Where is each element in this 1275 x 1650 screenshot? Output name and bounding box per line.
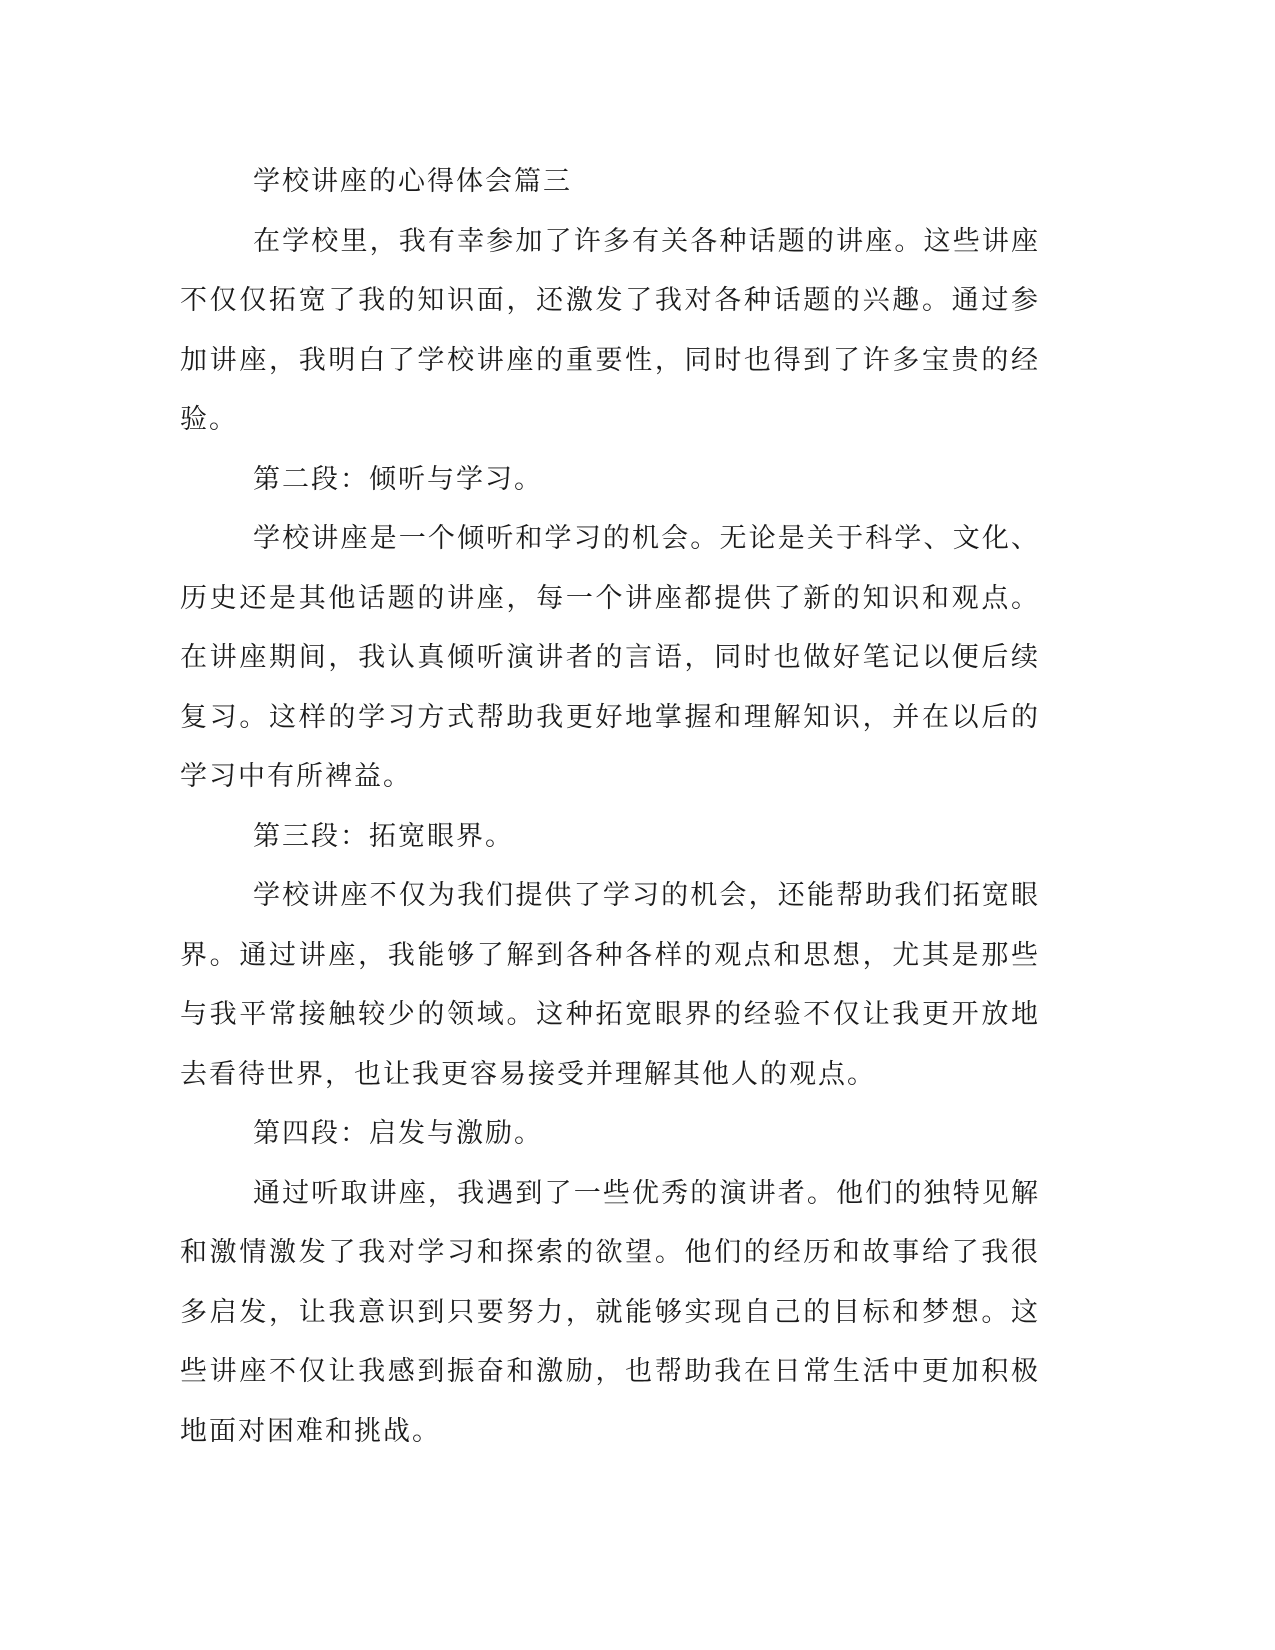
document-title: 学校讲座的心得体会篇三 [253, 166, 572, 197]
section-heading-3: 第三段：拓宽眼界。 [253, 820, 514, 852]
paragraph-listening: 学校讲座是一个倾听和学习的机会。无论是关于科学、文化、历史还是其他话题的讲座，每一个讲座都提供了新的知识和观点。在讲座期间，我认真倾听演讲者的言语，同时也做好笔记以便后续复习。这样的学习方式帮助我更好地掌握和理解知识，并在以后的学习中有所裨益。 [180, 523, 1040, 792]
paragraph-intro: 在学校里，我有幸参加了许多有关各种话题的讲座。这些讲座不仅仅拓宽了我的知识面，还激发了我对各种话题的兴趣。通过参加讲座，我明白了学校讲座的重要性，同时也得到了许多宝贵的经验。 [180, 225, 1040, 435]
section-heading-4: 第四段：启发与激励。 [253, 1118, 543, 1149]
paragraph-inspiration: 通过听取讲座，我遇到了一些优秀的演讲者。他们的独特见解和激情激发了我对学习和探索的欲望。他们的经历和故事给了我很多启发，让我意识到只要努力，就能够实现自己的目标和梦想。这些讲座不仅让我感到振奋和激励，也帮助我在日常生活中更加积极地面对困难和挑战。 [180, 1177, 1040, 1447]
document-body [180, 152, 1040, 1461]
section-heading-2: 第二段：倾听与学习。 [253, 463, 543, 495]
paragraph-horizons: 学校讲座不仅为我们提供了学习的机会，还能帮助我们拓宽眼界。通过讲座，我能够了解到各种各样的观点和思想，尤其是那些与我平常接触较少的领域。这种拓宽眼界的经验不仅让我更开放地去看待世界，也让我更容易接受并理解其他人的观点。 [180, 880, 1040, 1090]
